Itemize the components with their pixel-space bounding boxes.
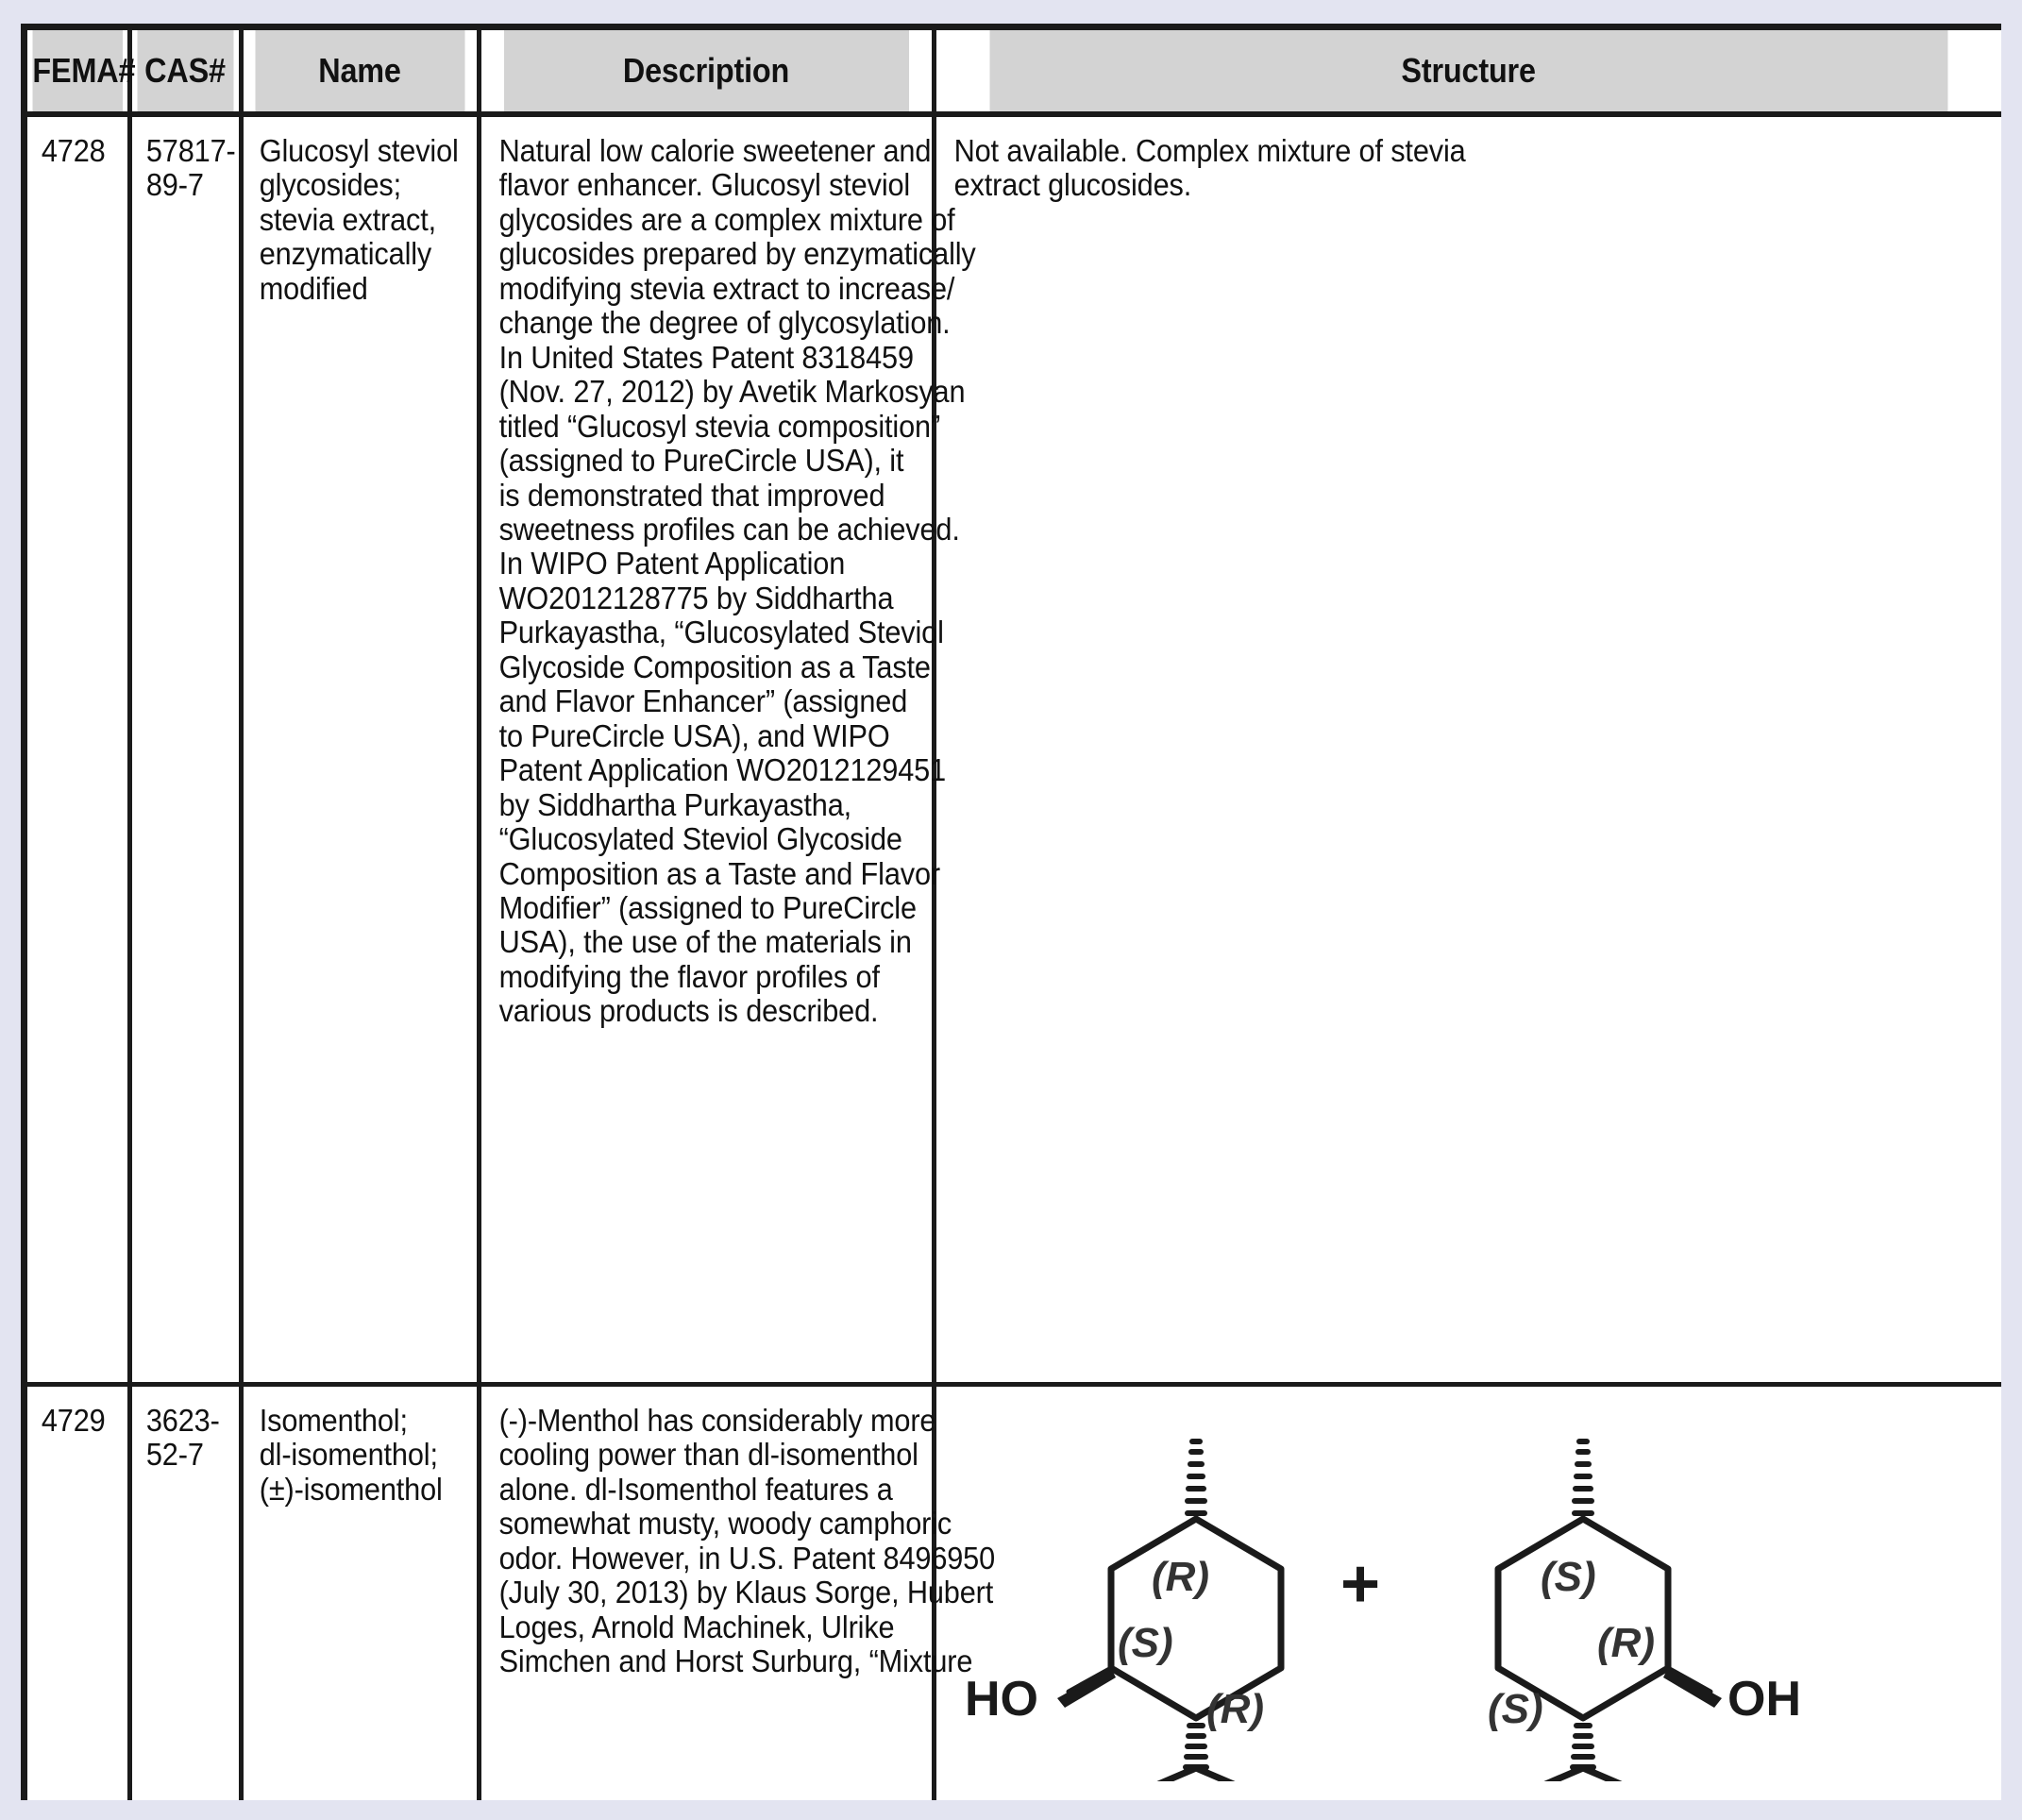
description-line: glycosides are a complex mixture of (498, 201, 955, 237)
left-isopropyl (1130, 1768, 1262, 1781)
structure-text-line: extract glucosides. (953, 167, 1191, 203)
cell-name (241, 1385, 479, 1801)
description-line: Patent Application WO2012129451 (498, 752, 946, 788)
cell-name (241, 114, 479, 1385)
description-line: Composition as a Taste and Flavor (498, 855, 940, 891)
description-line: In United States Patent 8318459 (498, 339, 914, 375)
description-line: WO2012128775 by Siddhartha (498, 580, 893, 615)
ingredient-description (481, 1387, 995, 1700)
name-line: glycosides; (259, 167, 401, 203)
table-header (27, 30, 2001, 114)
cell-structure (934, 1385, 2001, 1801)
structure-text (936, 117, 1997, 224)
name-line: enzymatically (259, 236, 431, 272)
fema-number: 4729 (41, 1403, 106, 1438)
left-stereo-label-r1: (R) (1151, 1554, 1209, 1600)
right-stereo-label-r: (R) (1596, 1620, 1655, 1666)
description-line: and Flavor Enhancer” (assigned (498, 683, 907, 719)
cas-line: 89-7 (145, 167, 204, 203)
column-header-cas (135, 30, 235, 114)
description-line: to PureCircle USA), and WIPO (498, 717, 890, 753)
description-line: Modifier” (assigned to PureCircle (498, 889, 917, 925)
name-line: modified (259, 270, 368, 306)
left-top-hash (1188, 1441, 1205, 1513)
cas-line: 3623- (145, 1403, 220, 1438)
cell-description (479, 114, 976, 1385)
description-line: (-)-Menthol has considerably more (498, 1403, 935, 1438)
description-line: cooling power than dl-isomenthol (498, 1437, 918, 1473)
column-header-description-label: Description (622, 51, 790, 90)
description-line: “Glucosylated Steviol Glycoside (498, 821, 902, 857)
description-line: (assigned to PureCircle USA), it (498, 443, 903, 479)
right-isopropyl (1517, 1768, 1649, 1781)
column-header-cas-label: CAS# (144, 51, 226, 90)
description-line: glucosides prepared by enzymatically (498, 236, 976, 272)
description-line: alone. dl-Isomenthol features a (498, 1471, 893, 1507)
structure-text-line: Not available. Complex mixture of stevia (953, 133, 1466, 168)
description-line: change the degree of glycosylation. (498, 305, 951, 341)
column-header-name (253, 30, 467, 114)
description-line: modifying stevia extract to increase/ (498, 270, 954, 306)
description-line: Purkayastha, “Glucosylated Steviol (498, 615, 944, 650)
column-header-description (501, 30, 911, 114)
table-row (27, 1385, 2001, 1801)
description-line: somewhat musty, woody camphoric (498, 1506, 952, 1542)
right-hydroxyl-label: OH (1727, 1672, 1801, 1727)
plus-sign: + (1340, 1546, 1380, 1622)
name-line: (±)-isomenthol (259, 1471, 443, 1507)
right-bottom-hash (1573, 1726, 1593, 1767)
cas-line: 57817- (145, 133, 236, 168)
name-line: dl-isomenthol; (259, 1437, 438, 1473)
description-line: (July 30, 2013) by Klaus Sorge, Hubert (498, 1575, 993, 1610)
column-header-structure-label: Structure (1401, 51, 1536, 90)
description-line: USA), the use of the materials in (498, 924, 912, 960)
right-stereo-label-s2: (S) (1487, 1686, 1543, 1732)
name-line: Isomenthol; (259, 1403, 408, 1438)
cell-description (479, 1385, 995, 1801)
chemical-structure-diagram (936, 1404, 1965, 1781)
cas-line: 52-7 (145, 1437, 204, 1473)
left-bottom-hash (1186, 1726, 1206, 1767)
ingredient-description (481, 117, 976, 1050)
left-oh-wedge (1057, 1668, 1116, 1708)
right-stereo-label-s1: (S) (1540, 1554, 1596, 1600)
description-line: Simchen and Horst Surburg, “Mixture (498, 1643, 972, 1679)
description-line: is demonstrated that improved (498, 477, 885, 513)
description-line: In WIPO Patent Application (498, 546, 845, 581)
name-line: stevia extract, (259, 201, 436, 237)
ingredient-name (244, 117, 476, 327)
cell-cas (129, 1385, 241, 1801)
name-line: Glucosyl steviol (259, 133, 459, 168)
flavor-ingredient-table-container (21, 24, 2001, 1800)
cell-fema (27, 114, 129, 1385)
right-oh-wedge (1663, 1668, 1722, 1708)
left-stereo-label-r2: (R) (1205, 1686, 1264, 1732)
table-body (27, 114, 2001, 1800)
column-header-fema (32, 30, 136, 114)
description-line: by Siddhartha Purkayastha, (498, 786, 851, 822)
cas-number (132, 117, 238, 224)
description-line: titled “Glucosyl stevia composition” (498, 408, 940, 444)
description-line: Loges, Arnold Machinek, Ulrike (498, 1609, 894, 1644)
left-stereo-label-s: (S) (1117, 1620, 1173, 1666)
isomenthol-enantiomers-svg (936, 1404, 1965, 1781)
description-line: various products is described. (498, 993, 878, 1029)
header-row (27, 30, 2001, 114)
flavor-ingredient-table (27, 30, 2001, 1800)
cas-number (132, 1387, 238, 1493)
right-top-hash (1575, 1441, 1592, 1513)
cell-structure (934, 114, 2001, 1385)
column-header-structure (987, 30, 1948, 114)
description-line: Glycoside Composition as a Taste (498, 649, 931, 684)
description-line: flavor enhancer. Glucosyl steviol (498, 167, 910, 203)
description-line: (Nov. 27, 2012) by Avetik Markosyan (498, 374, 965, 410)
column-header-name-label: Name (318, 51, 401, 90)
left-hydroxyl-label: HO (964, 1672, 1038, 1727)
description-line: odor. However, in U.S. Patent 8496950 (498, 1540, 995, 1576)
description-line: sweetness profiles can be achieved. (498, 511, 960, 547)
cell-fema (27, 1385, 129, 1801)
table-row (27, 114, 2001, 1385)
column-header-fema-label: FEMA# (32, 51, 136, 90)
fema-number: 4728 (41, 133, 106, 168)
ingredient-name (244, 1387, 476, 1527)
description-line: Natural low calorie sweetener and (498, 133, 931, 168)
description-line: modifying the flavor profiles of (498, 958, 880, 994)
cell-cas (129, 114, 241, 1385)
